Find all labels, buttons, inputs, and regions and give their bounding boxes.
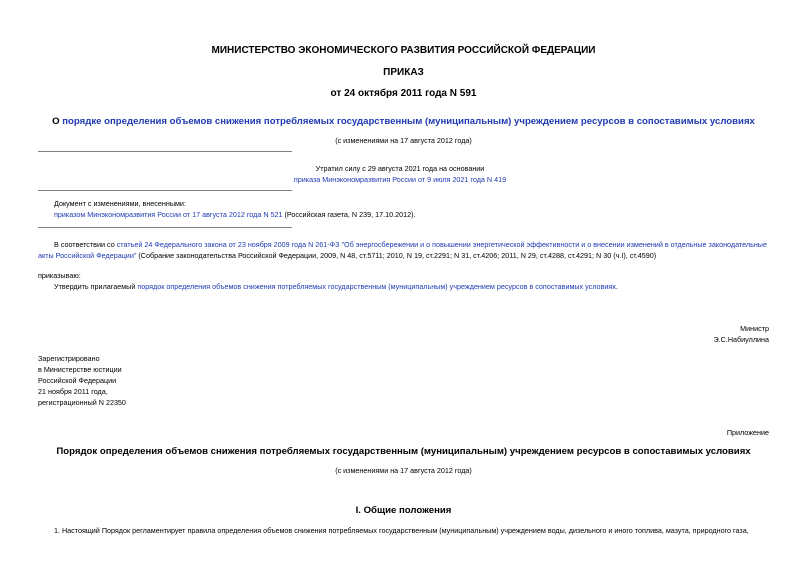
approve-suffix: . (615, 282, 618, 291)
title-prefix: О (52, 116, 63, 127)
doc-type-heading: ПРИКАЗ (383, 67, 424, 78)
ministry-heading: МИНИСТЕРСТВО ЭКОНОМИЧЕСКОГО РАЗВИТИЯ РОССИЙСКОЙ ФЕДЕРАЦИИ (211, 45, 596, 56)
registration-line: 21 ноября 2011 года, (38, 387, 108, 396)
changes-doc-intro: Документ с изменениями, внесенными: (54, 199, 186, 208)
order-approve (54, 281, 618, 292)
registration-line: Российской Федерации (38, 376, 117, 385)
registration-line: регистрационный N 22350 (38, 398, 126, 407)
divider-line (38, 151, 292, 152)
lost-force-text: Утратил силу с 29 августа 2021 года на основании (315, 164, 485, 173)
divider-line (38, 190, 292, 191)
registration-line: в Министерстве юстиции (38, 365, 122, 374)
lost-force-block (290, 163, 510, 185)
preamble-rest: (Собрание законодательства Российской Федерации, 2009, N 48, ст.5711; 2010, N 19, ст.2291; N 31, ст.4206; 2011, N 29, ст.4288, ст.4291; N 30 (ч.I), ст.4590) (136, 251, 657, 260)
preamble-paragraph (38, 239, 770, 261)
registration-block (38, 353, 126, 408)
date-number-heading: от 24 октября 2011 года N 591 (330, 88, 477, 99)
changes-note: (с изменениями на 17 августа 2012 года) (335, 136, 472, 145)
appendix-title: Порядок определения объемов снижения потребляемых государственным (муниципальным) учреждением ресурсов в сопоставимых условиях (56, 446, 751, 457)
preamble-prefix: В соответствии со (54, 240, 117, 249)
appendix-label: Приложение (726, 428, 769, 437)
signature-name: Э.С.Набиуллина (713, 335, 769, 344)
paragraph-1: 1. Настоящий Порядок регламентирует правила определения объемов снижения потребляемых государственным (муниципальным) учреждением воды, дизельного и иного топлива, мазута, природного газа, (54, 526, 749, 535)
order-command: приказываю: (38, 271, 81, 280)
lost-force-link[interactable]: приказа Минэкономразвития России от 9 июля 2021 года N 419 (293, 175, 507, 184)
changes-doc-link[interactable]: приказом Минэкономразвития России от 17 августа 2012 года N 521 (54, 210, 283, 219)
approve-link[interactable]: порядок определения объемов снижения потребляемых государственным (муниципальным) учреждением ресурсов в сопоставимых условиях (137, 282, 616, 291)
preamble-law-link[interactable]: статьей 24 Федерального закона от 23 ноября 2009 года N 261-ФЗ "Об энергосбережении и о повышении энергетической эффективности и о внесении изменений в отдельные законодательные акты Российской Федерации" (38, 240, 767, 260)
registration-line: Зарегистрировано (38, 354, 100, 363)
title-link[interactable]: порядке определения объемов снижения потребляемых государственным (муниципальным) учреждением ресурсов в сопоставимых условиях (62, 116, 755, 127)
changes-doc-line (54, 209, 415, 220)
signature-position: Министр (740, 324, 769, 333)
section-title: I. Общие положения (355, 505, 452, 516)
document-title (0, 116, 807, 127)
approve-prefix: Утвердить прилагаемый (54, 282, 138, 291)
appendix-changes-note: (с изменениями на 17 августа 2012 года) (335, 466, 472, 475)
signature-block (714, 323, 769, 345)
changes-doc-rest: (Российская газета, N 239, 17.10.2012). (282, 210, 416, 219)
divider-line (38, 227, 292, 228)
